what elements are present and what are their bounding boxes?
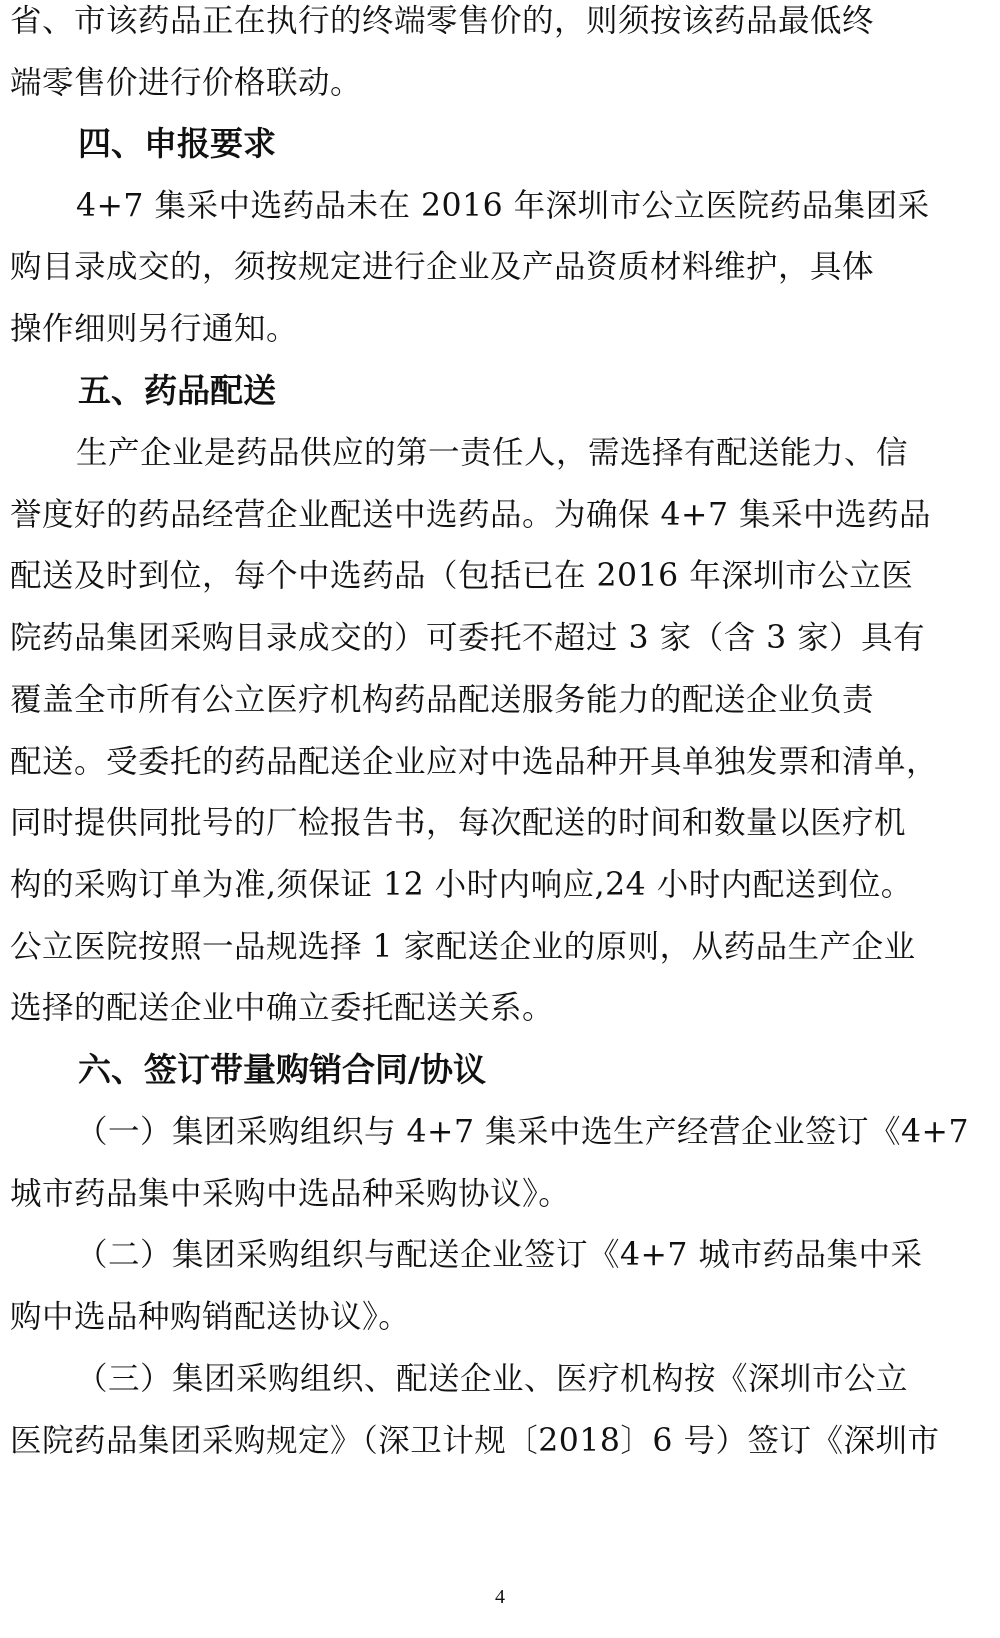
- text-line: 构的采购订单为准,须保证 12 小时内响应,24 小时内配送到位。: [10, 867, 913, 903]
- section-heading-4: 四、申报要求: [78, 124, 276, 163]
- text-line: 端零售价进行价格联动。: [10, 65, 363, 101]
- text-line: （一）集团采购组织与 4+7 集采中选生产经营企业签订《4+7: [76, 1114, 969, 1150]
- page-number: 4: [495, 1586, 505, 1608]
- text-line: 配送。受委托的药品配送企业应对中选品种开具单独发票和清单，: [10, 744, 939, 780]
- text-line: （二）集团采购组织与配送企业签订《4+7 城市药品集中采: [76, 1237, 923, 1273]
- text-line: 省、市该药品正在执行的终端零售价的，则须按该药品最低终: [10, 3, 875, 39]
- text-line: 购目录成交的，须按规定进行企业及产品资质材料维护，具体: [10, 249, 875, 285]
- text-line: 同时提供同批号的厂检报告书，每次配送的时间和数量以医疗机: [10, 805, 907, 841]
- text-line: 4+7 集采中选药品未在 2016 年深圳市公立医院药品集团采: [76, 188, 930, 224]
- text-line: （三）集团采购组织、配送企业、医疗机构按《深圳市公立: [76, 1361, 909, 1397]
- section-heading-6: 六、签订带量购销合同/协议: [78, 1050, 487, 1089]
- text-line: 院药品集团采购目录成交的）可委托不超过 3 家（含 3 家）具有: [10, 620, 926, 656]
- text-line: 选择的配送企业中确立委托配送关系。: [10, 990, 555, 1026]
- text-line: 覆盖全市所有公立医疗机构药品配送服务能力的配送企业负责: [10, 682, 875, 718]
- text-line: 城市药品集中采购中选品种采购协议》。: [10, 1176, 571, 1212]
- text-line: 购中选品种购销配送协议》。: [10, 1299, 411, 1335]
- text-line: 配送及时到位，每个中选药品（包括已在 2016 年深圳市公立医: [10, 558, 914, 594]
- text-line: 操作细则另行通知。: [10, 311, 299, 347]
- section-heading-5: 五、药品配送: [78, 371, 276, 410]
- text-line: 生产企业是药品供应的第一责任人，需选择有配送能力、信: [76, 435, 909, 471]
- text-line: 誉度好的药品经营企业配送中选药品。为确保 4+7 集采中选药品: [10, 497, 932, 533]
- text-line: 医院药品集团采购规定》（深卫计规〔2018〕6 号）签订《深圳市: [10, 1423, 940, 1459]
- text-line: 公立医院按照一品规选择 1 家配送企业的原则，从药品生产企业: [10, 929, 916, 965]
